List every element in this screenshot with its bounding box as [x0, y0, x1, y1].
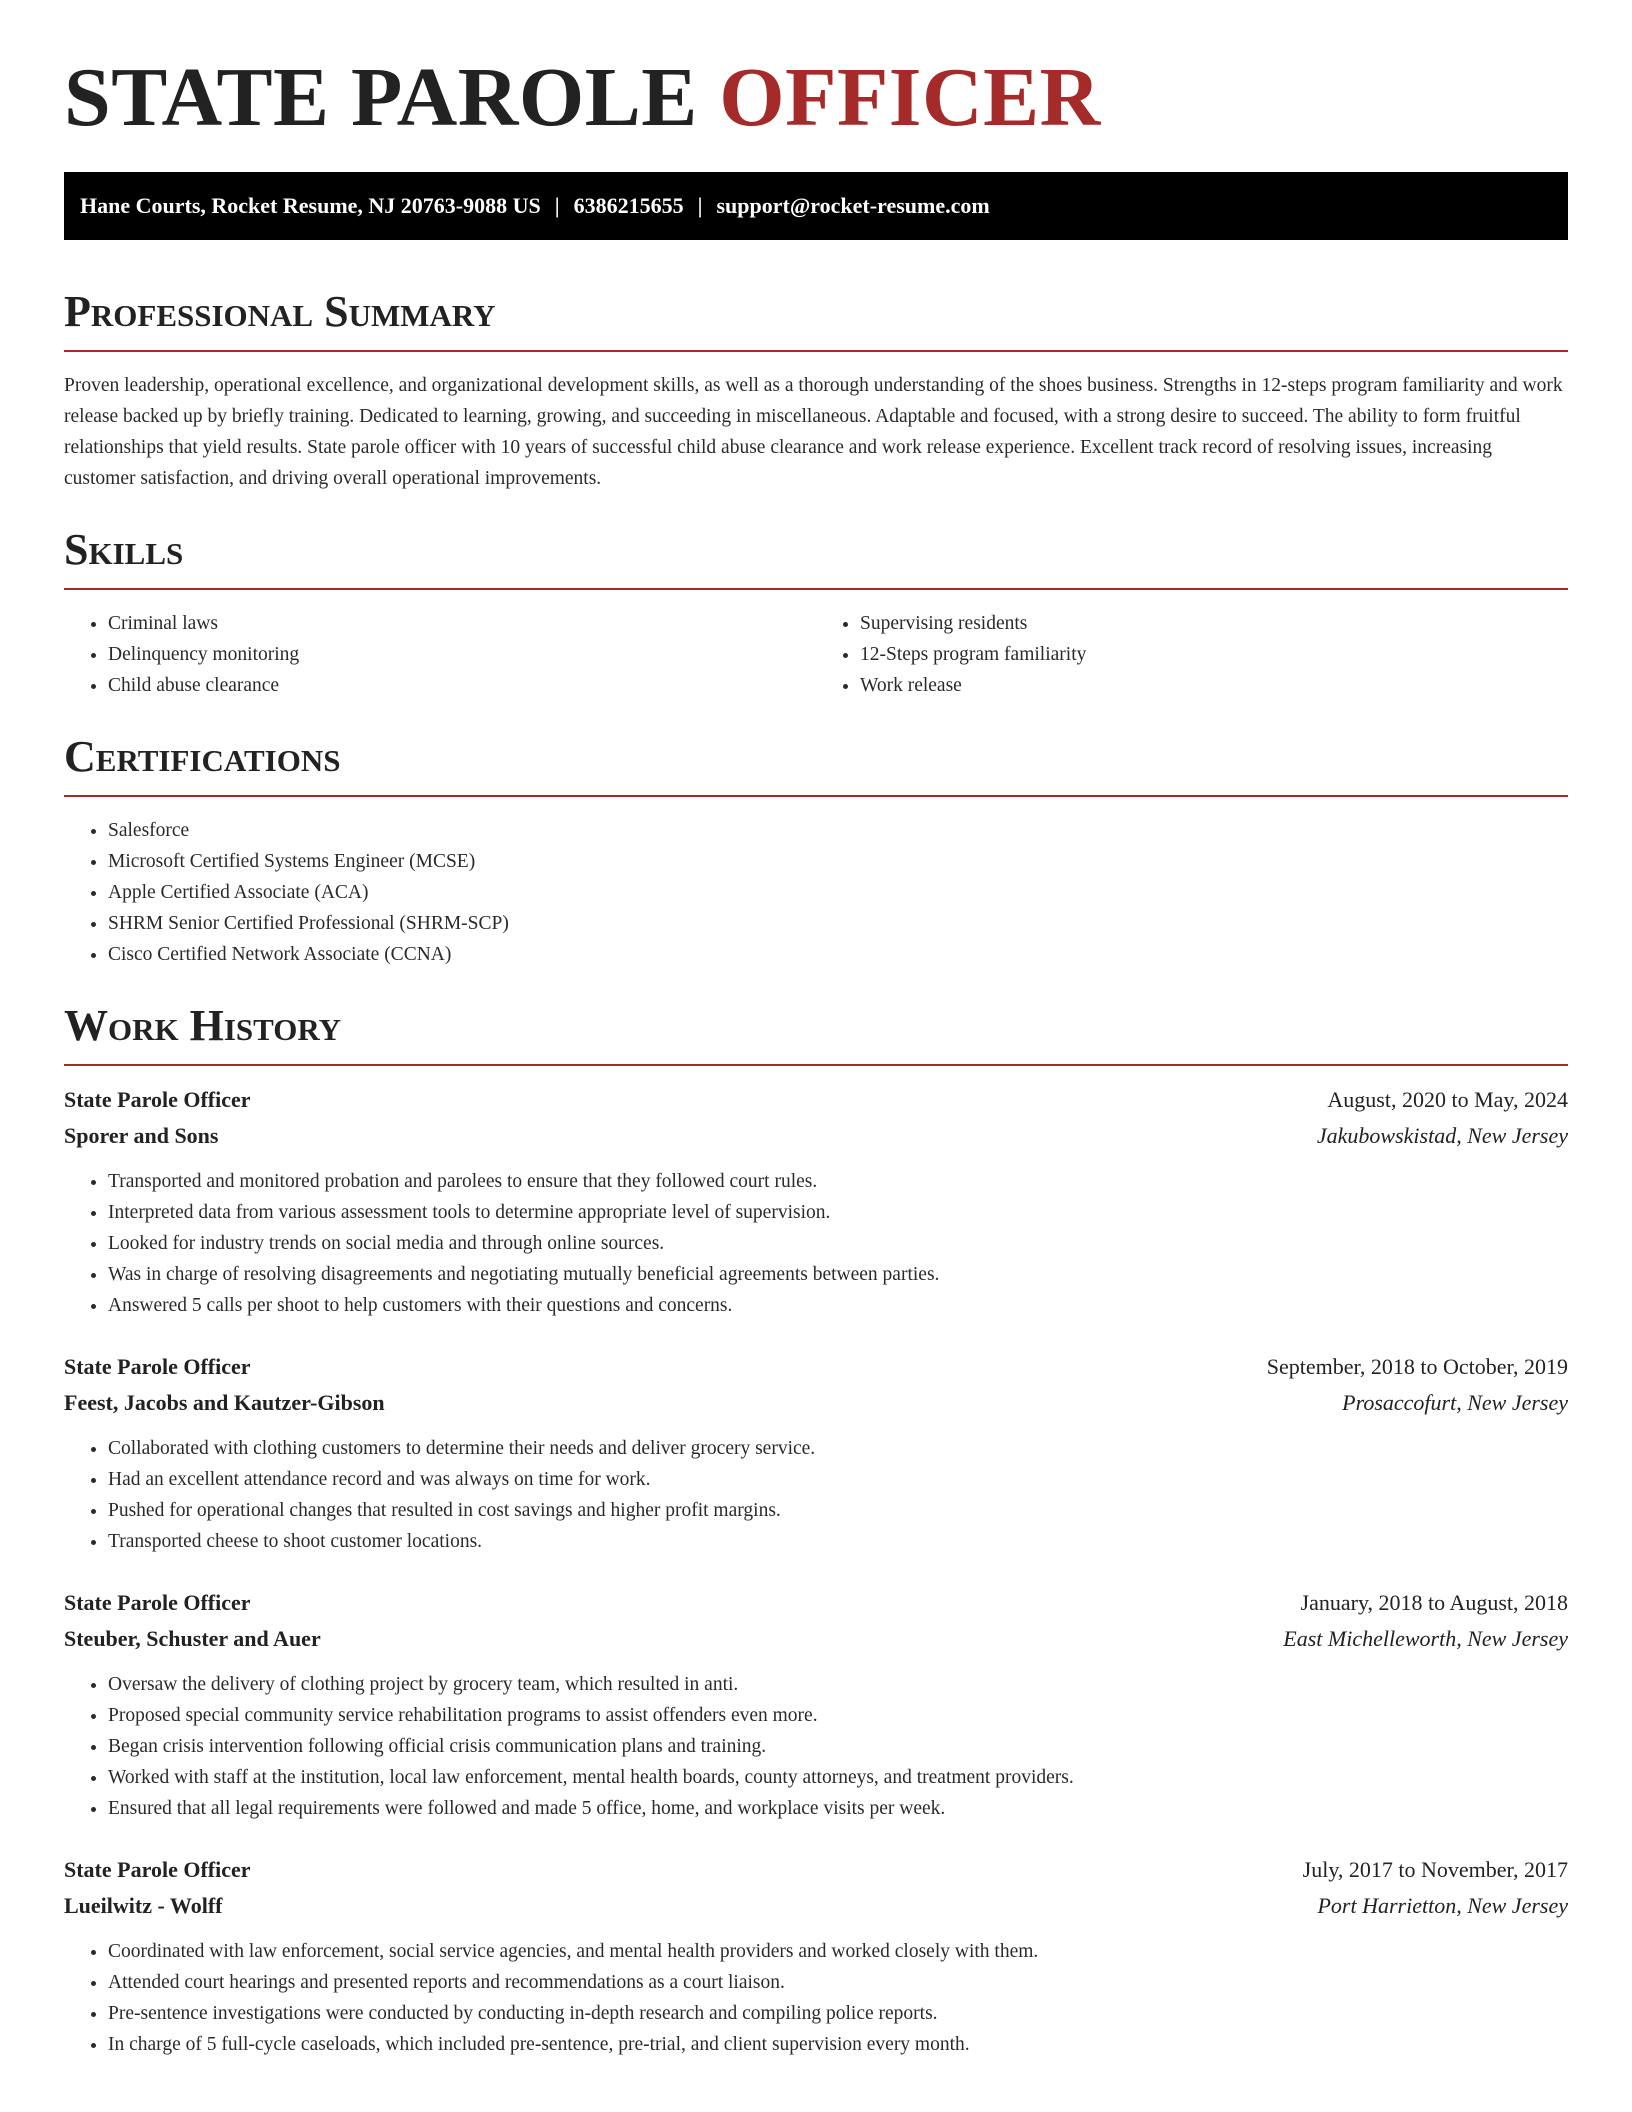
job-company: Feest, Jacobs and Kautzer-Gibson	[64, 1390, 385, 1415]
job-location: Jakubowskistad, New Jersey	[1316, 1123, 1568, 1148]
job-dates: September, 2018 to October, 2019	[1266, 1354, 1568, 1379]
job-bullets	[64, 1433, 1568, 1557]
name-main: STATE PAROLE	[64, 51, 698, 144]
certification-item: • Salesforce	[108, 815, 1568, 846]
job-company-row	[64, 1118, 1568, 1154]
job-bullet: • Coordinated with law enforcement, social service agencies, and mental health providers and worked closely with them.	[108, 1936, 1568, 1967]
section-title-certifications: Certifications	[64, 735, 1568, 797]
skill-item: • Criminal laws	[108, 608, 816, 639]
job-company-row	[64, 1888, 1568, 1924]
certification-item: • Cisco Certified Network Associate (CCNA)	[108, 939, 1568, 970]
job-bullet: • Collaborated with clothing customers to determine their needs and deliver grocery service.	[108, 1433, 1568, 1464]
job-bullet: • Attended court hearings and presented reports and recommendations as a court liaison.	[108, 1967, 1568, 1998]
certification-item: • Microsoft Certified Systems Engineer (MCSE)	[108, 846, 1568, 877]
skill-item: • Child abuse clearance	[108, 670, 816, 701]
contact-bar	[64, 172, 1568, 240]
contact-phone: 6386215655	[573, 193, 684, 218]
job-bullets	[64, 1936, 1568, 2060]
job-bullet: • Transported and monitored probation and parolees to ensure that they followed court rules.	[108, 1166, 1568, 1197]
job-header-row	[64, 1585, 1568, 1621]
job-bullet: • Was in charge of resolving disagreements and negotiating mutually beneficial agreements between parties.	[108, 1259, 1568, 1290]
job-title: State Parole Officer	[64, 1857, 251, 1882]
job-bullet: • In charge of 5 full-cycle caseloads, which included pre-sentence, pre-trial, and client supervision every month.	[108, 2029, 1568, 2060]
job-title: State Parole Officer	[64, 1590, 251, 1615]
skills-grid	[64, 608, 1568, 701]
job-company: Sporer and Sons	[64, 1123, 219, 1148]
contact-address: Hane Courts, Rocket Resume, NJ 20763-9088 US	[80, 193, 541, 218]
job-bullet: • Had an excellent attendance record and was always on time for work.	[108, 1464, 1568, 1495]
job-location: Port Harrietton, New Jersey	[1317, 1893, 1568, 1918]
job-bullet: • Proposed special community service rehabilitation programs to assist offenders even more.	[108, 1700, 1568, 1731]
job-company-row	[64, 1621, 1568, 1657]
job-header-row	[64, 1852, 1568, 1888]
resume-name	[64, 51, 1568, 144]
skills-list-right	[816, 608, 1568, 701]
job-bullet: • Oversaw the delivery of clothing project by grocery team, which resulted in anti.	[108, 1669, 1568, 1700]
contact-separator: |	[697, 193, 703, 218]
contact-separator: |	[554, 193, 560, 218]
section-title-skills: Skills	[64, 528, 1568, 590]
skills-section	[64, 525, 1568, 701]
job-header-row	[64, 1349, 1568, 1385]
job-company: Steuber, Schuster and Auer	[64, 1626, 321, 1651]
job-bullets	[64, 1166, 1568, 1321]
name-accent: OFFICER	[719, 51, 1101, 144]
section-title-work-history: Work History	[64, 1004, 1568, 1066]
certification-item: • SHRM Senior Certified Professional (SHRM-SCP)	[108, 908, 1568, 939]
skill-item: • Delinquency monitoring	[108, 639, 816, 670]
job-company-row	[64, 1385, 1568, 1421]
job-entry	[64, 1585, 1568, 1824]
job-bullet: • Worked with staff at the institution, local law enforcement, mental health boards, county attorneys, and treatment providers.	[108, 1762, 1568, 1793]
job-dates: January, 2018 to August, 2018	[1300, 1590, 1568, 1615]
work-history-section	[64, 1001, 1568, 2060]
job-entry	[64, 1082, 1568, 1321]
job-title: State Parole Officer	[64, 1354, 251, 1379]
job-entry	[64, 1852, 1568, 2060]
summary-section	[64, 287, 1568, 494]
job-bullet: • Ensured that all legal requirements were followed and made 5 office, home, and workplace visits per week.	[108, 1793, 1568, 1824]
job-bullet: • Began crisis intervention following official crisis communication plans and training.	[108, 1731, 1568, 1762]
job-bullets	[64, 1669, 1568, 1824]
contact-email: support@rocket-resume.com	[716, 193, 990, 218]
job-dates: July, 2017 to November, 2017	[1302, 1857, 1568, 1882]
summary-text: Proven leadership, operational excellence, and organizational development skills, as well as a thorough understanding of the shoes business. Strengths in 12-steps program familiarity and work release backed up by briefly training. Dedicated to learning, growing, and succeeding in miscellaneous. Adaptable and focused, with a strong desire to succeed. The ability to form fruitful relationships that yield results. State parole officer with 10 years of successful child abuse clearance and work release experience. Excellent track record of resolving issues, increasing customer satisfaction, and driving overall operational improvements.	[64, 375, 1563, 489]
job-bullet: • Answered 5 calls per shoot to help customers with their questions and concerns.	[108, 1290, 1568, 1321]
job-bullet: • Transported cheese to shoot customer locations.	[108, 1526, 1568, 1557]
skill-item: • Supervising residents	[860, 608, 1568, 639]
skills-list-left	[64, 608, 816, 701]
job-company: Lueilwitz - Wolff	[64, 1893, 223, 1918]
skill-item: • 12-Steps program familiarity	[860, 639, 1568, 670]
job-bullet: • Looked for industry trends on social media and through online sources.	[108, 1228, 1568, 1259]
job-dates: August, 2020 to May, 2024	[1327, 1087, 1568, 1112]
job-location: Prosaccofurt, New Jersey	[1342, 1390, 1568, 1415]
job-header-row	[64, 1082, 1568, 1118]
job-entry	[64, 1349, 1568, 1557]
certifications-section	[64, 732, 1568, 970]
job-title: State Parole Officer	[64, 1087, 251, 1112]
certification-item: • Apple Certified Associate (ACA)	[108, 877, 1568, 908]
skill-item: • Work release	[860, 670, 1568, 701]
job-bullet: • Interpreted data from various assessment tools to determine appropriate level of supervision.	[108, 1197, 1568, 1228]
job-location: East Michelleworth, New Jersey	[1283, 1626, 1568, 1651]
job-bullet: • Pushed for operational changes that resulted in cost savings and higher profit margins.	[108, 1495, 1568, 1526]
certifications-list	[64, 815, 1568, 970]
job-bullet: • Pre-sentence investigations were conducted by conducting in-depth research and compiling police reports.	[108, 1998, 1568, 2029]
section-title-summary: Professional Summary	[64, 290, 1568, 352]
